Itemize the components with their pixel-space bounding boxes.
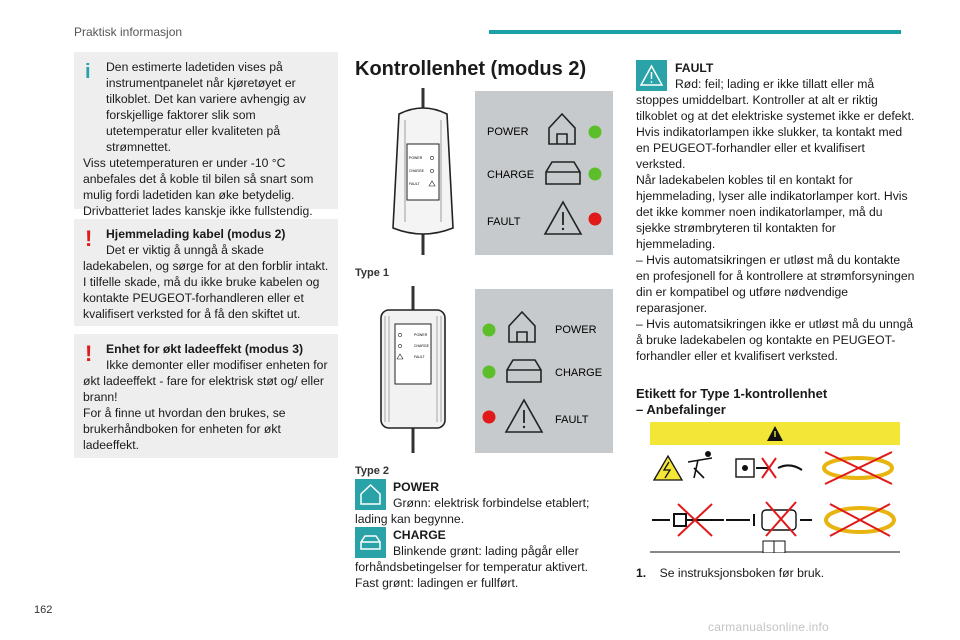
page-number: 162 — [34, 604, 53, 616]
subheading-line: Etikett for Type 1-kontrollenhet — [636, 386, 828, 401]
warning-box-cable — [74, 219, 338, 326]
fault-title: FAULT — [675, 61, 714, 75]
info-text: Den estimerte ladetiden vises på instrumentpanelet når kjøretøyet er tilkoblet. Det kan variere avhengig av forskjellige faktorer slik som utetemperatur eller kvaliteten på strømnettet. — [106, 60, 306, 154]
electric-hazard-icon — [654, 456, 682, 480]
charge-text-2: Fast grønt: ladingen er fullført. — [355, 576, 519, 590]
fault-line: Når ladekabelen kobles til en kontakt for hjemmelading, lyser alle indikatorlamper kort. Hvis det ikke kommer noen indikatorlamper, må du sjekke strømbryteren til kontakten for hjemmelading. — [636, 173, 908, 251]
control-unit-type1-figure — [369, 88, 613, 255]
control-unit-type2-figure — [369, 286, 613, 453]
page-heading: Kontrollenhet (modus 2) — [355, 58, 587, 80]
label-charge: CHARGE — [487, 169, 535, 181]
charge-text: Blinkende grønt: lading pågår eller forhåndsbetingelser for temperatur aktivert. — [355, 544, 589, 574]
power-title: POWER — [393, 480, 440, 494]
small-label-charge: CHARGE — [414, 344, 429, 348]
power-text: Grønn: elektrisk forbindelse etablert; lading kan begynne. — [355, 496, 590, 526]
small-label-power: POWER — [409, 156, 423, 160]
extension-cord-icon — [652, 514, 686, 526]
section-title: Praktisk informasjon — [74, 25, 183, 39]
label-fault: FAULT — [555, 414, 589, 426]
fault-led — [589, 213, 602, 226]
warning-icon: ! — [85, 341, 93, 366]
warning-text: Det er viktig å unngå å skade ladekabelen, og sørge for at den forblir intakt. I tilfelle skade, må du ikke bruke kabelen og kontakte PEUGEOT-forhandleren eller et kvalifisert verksted for å få den skiftet ut. — [83, 243, 329, 321]
warning-text: Ikke demonter eller modifiser enheten for økt ladeeffekt - fare for elektrisk støt og/ eller brann! — [83, 358, 328, 404]
label-fault: FAULT — [487, 216, 521, 228]
person-icon — [688, 458, 712, 478]
power-led — [589, 126, 602, 139]
figure-caption: Type 1 — [355, 267, 390, 279]
info-box — [74, 52, 338, 218]
warning-text-2: For å finne ut hvordan den brukes, se brukerhåndboken for enheten for økt ladeeffekt. — [83, 406, 286, 452]
fault-line: – Hvis automatsikringen er utløst må du kontakte en profesjonell for å kontrollere at strømforsyningen din er kompatibel og utføre nødvendige reparasjoner. — [636, 253, 915, 315]
label-charge: CHARGE — [555, 367, 603, 379]
info-text-2: Viss utetemperaturen er under -10 °C anbefales det å koble til bilen så snart som mulig fordi ladetiden kan øke betydelig. Drivbatteriet lades kanskje ikke fullstendig. — [83, 156, 314, 218]
subheading-line: – Anbefalinger — [636, 402, 726, 417]
instruction-step — [636, 566, 824, 580]
warning-box-device — [74, 334, 338, 458]
watermark: carmanualsonline.info — [708, 620, 829, 634]
charge-led — [589, 168, 602, 181]
info-icon: i — [85, 61, 91, 83]
small-label-fault: FAULT — [409, 182, 420, 186]
subheading — [636, 386, 827, 418]
small-label-charge: CHARGE — [409, 169, 424, 173]
charge-led — [483, 366, 496, 379]
step-number: 1. — [636, 566, 647, 580]
fault-line: Hvis indikatorlampen ikke slukker, ta kontakt med en PEUGEOT-forhandler eller et kvalifisert verksted. — [636, 125, 903, 171]
fault-line: – Hvis automatsikringen ikke er utløst må du unngå å bruke ladekabelen og kontakte en PEUGEOT-forhandler eller et kvalifisert verksted. — [636, 317, 914, 363]
warning-title: Enhet for økt ladeeffekt (modus 3) — [106, 342, 304, 356]
header-accent-bar — [489, 30, 901, 34]
charge-title: CHARGE — [393, 528, 446, 542]
figure-caption: Type 2 — [355, 465, 390, 477]
small-label-fault: FAULT — [414, 355, 425, 359]
label-power: POWER — [555, 324, 597, 336]
fault-line: Rød: feil; lading er ikke tillatt eller må stoppes umiddelbart. Kontroller at alt er riktig tilkoblet og at det elektriske systemet ikke er defekt. — [636, 77, 915, 123]
warning-title: Hjemmelading kabel (modus 2) — [106, 227, 286, 241]
fault-description — [636, 76, 916, 364]
step-text: Se instruksjonsboken før bruk. — [659, 566, 825, 580]
small-label-power: POWER — [414, 333, 428, 337]
fault-led — [483, 411, 496, 424]
label-power: POWER — [487, 126, 529, 138]
power-led — [483, 324, 496, 337]
type1-label-illustration — [650, 422, 900, 553]
warning-icon: ! — [85, 226, 93, 251]
